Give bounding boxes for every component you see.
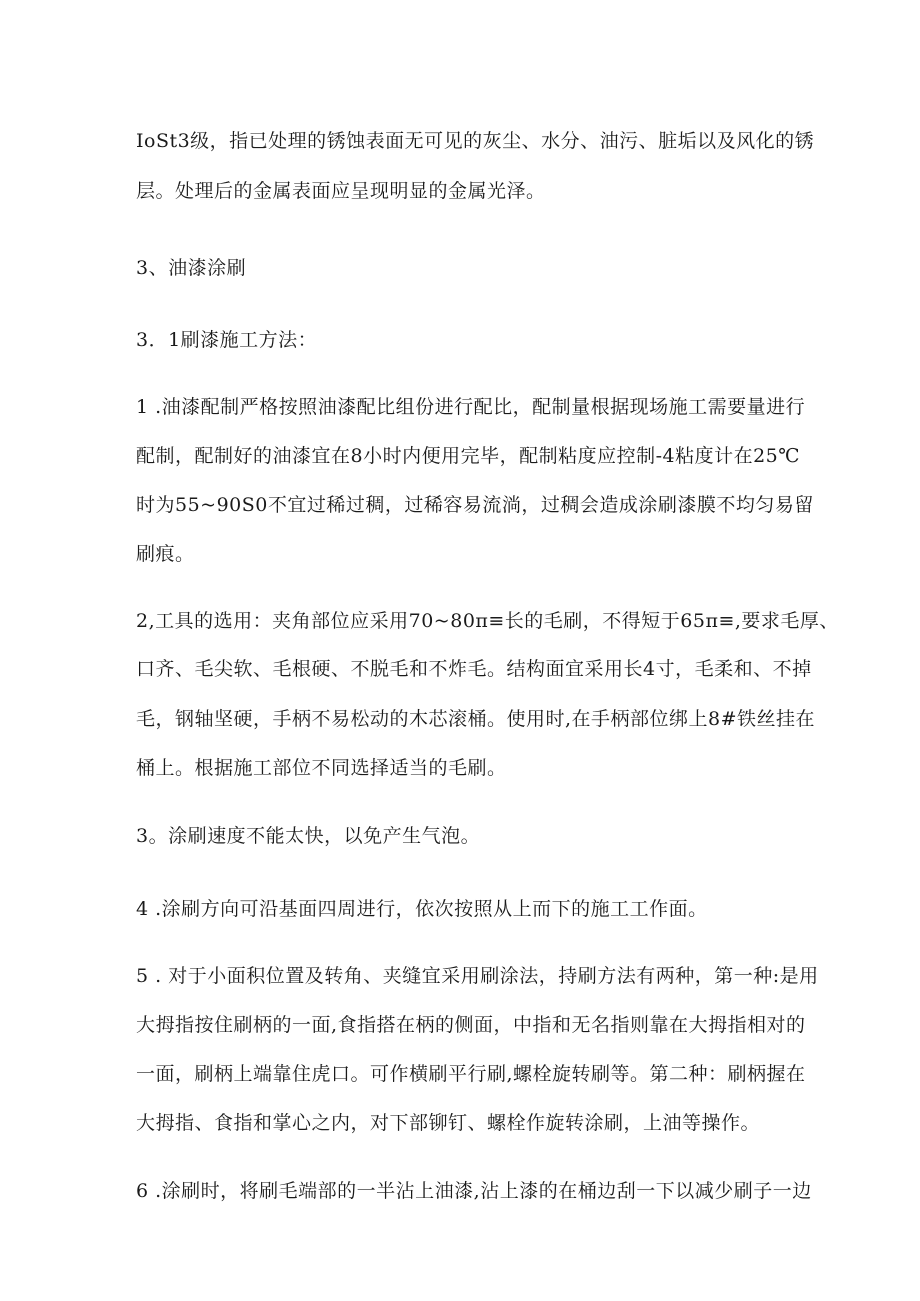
text-line: 6 .涂刷时，将刷毛端部的一半沾上油漆,沾上漆的在桶边刮一下以减少刷子一边 [136,1180,812,1202]
text-line: 2,工具的选用：夹角部位应采用70~80π≡长的毛刷，不得短于65π≡,要求毛厚、 [136,610,839,632]
text-line: 桶上。根据施工部位不同选择适当的毛刷。 [136,757,507,779]
text-line: 层。处理后的金属表面应呈现明显的金属光泽。 [136,180,546,202]
text-line: 配制，配制好的油漆宜在8小时内便用完毕，配制粘度应控制-4粘度计在25℃ [136,445,801,467]
subsection-heading: 3．1刷漆施工方法： [136,329,318,351]
text-line: 1 .油漆配制严格按照油漆配比组份进行配比，配制量根据现场施工需要量进行 [136,396,806,418]
text-line: 大拇指按住刷柄的一面,食指搭在柄的侧面，中指和无名指则靠在大拇指相对的 [136,1014,806,1036]
text-line: IoSt3级，指已处理的锈蚀表面无可见的灰尘、水分、油污、脏垢以及风化的锈 [136,130,815,152]
text-line: 4 .涂刷方向可沿基面四周进行，依次按照从上而下的施工工作面。 [136,898,708,920]
text-line: 一面，刷柄上端靠住虎口。可作横刷平行刷,螺栓旋转刷等。第二种：刷柄握在 [136,1063,806,1085]
text-line: 5 . 对于小面积位置及转角、夹缝宜采用刷涂法，持刷方法有两种，第一种:是用 [136,965,819,987]
text-line: 3。涂刷速度不能太快，以免产生气泡。 [136,825,481,847]
text-line: 毛，钢轴坚硬，手柄不易松动的木芯滚桶。使用时,在手柄部位绑上8#铁丝挂在 [136,708,816,730]
text-line: 刷痕。 [136,543,195,565]
text-line: 大拇指、食指和掌心之内，对下部铆钉、螺栓作旋转涂刷，上油等操作。 [136,1112,761,1134]
text-line: 口齐、毛尖软、毛根硬、不脱毛和不炸毛。结构面宜采用长4寸，毛柔和、不掉 [136,658,812,680]
text-line: 时为55~90S0不宜过稀过稠，过稀容易流淌，过稠会造成涂刷漆膜不均匀易留 [136,494,814,516]
section-heading: 3、油漆涂刷 [136,257,247,279]
